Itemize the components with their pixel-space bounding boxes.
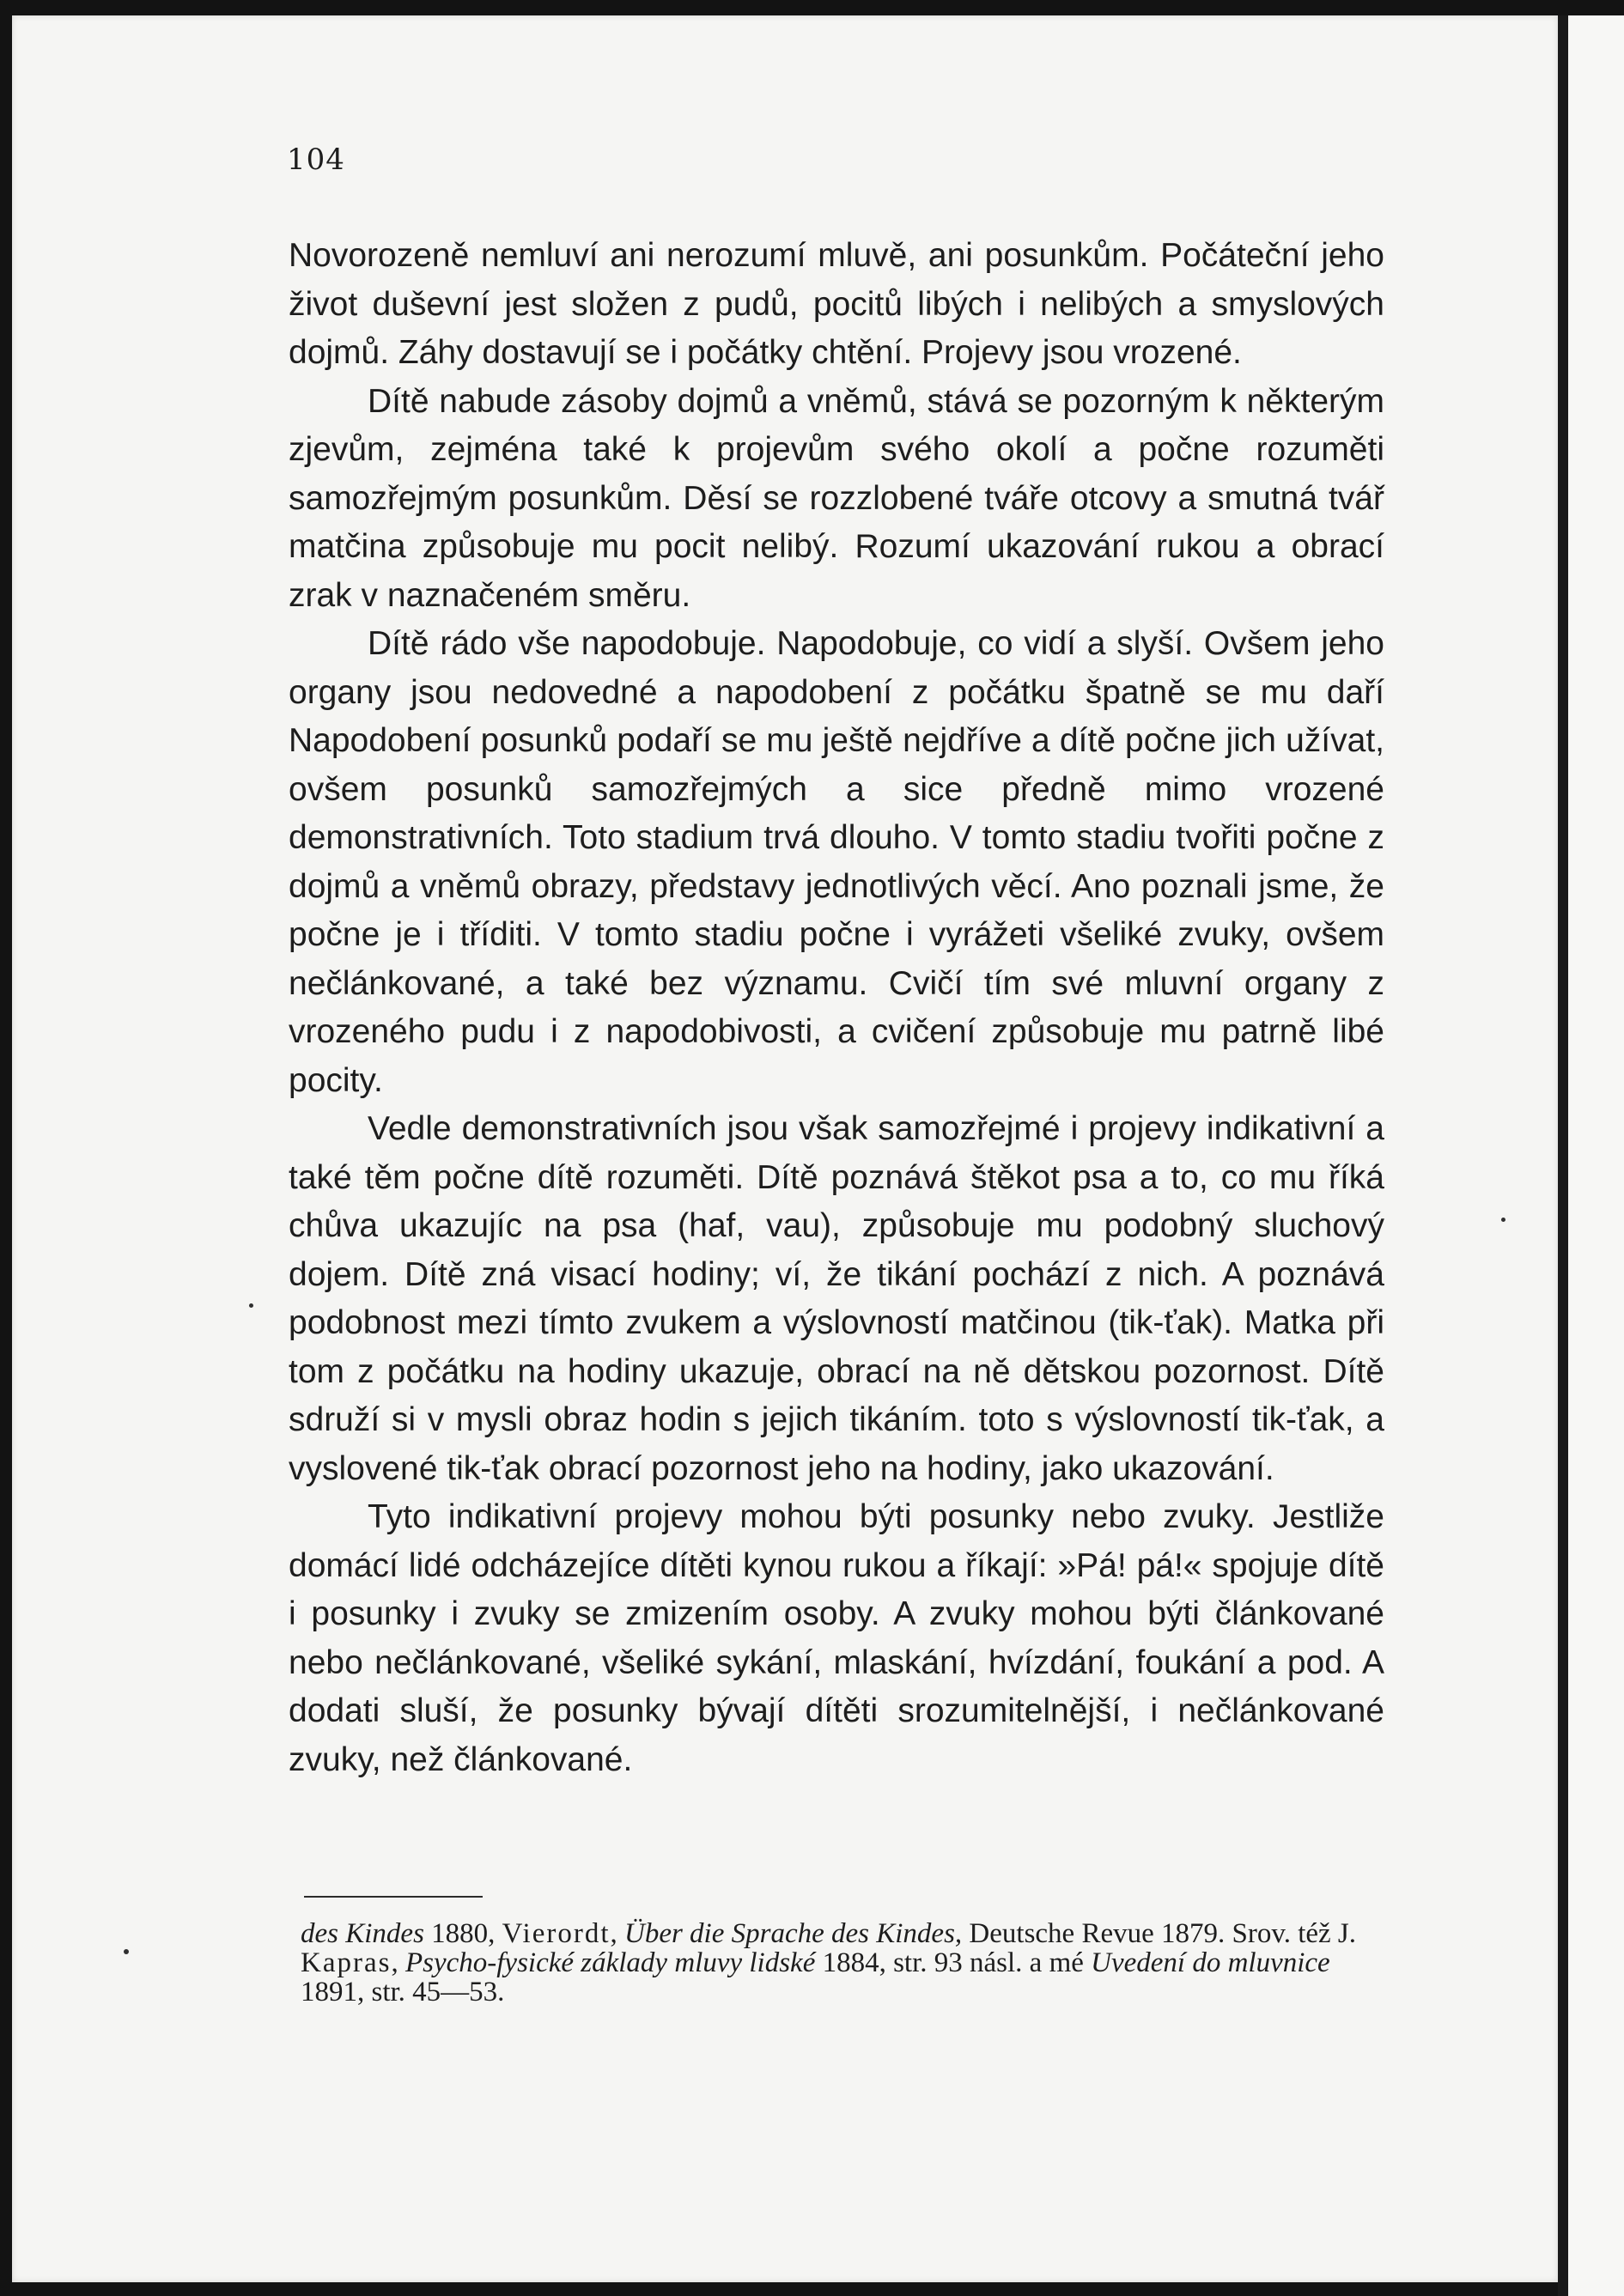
footnote-separator	[304, 1896, 483, 1898]
paragraph: Novorozeně nemluví ani nerozumí mluvě, ani posunkům. Počáteční jeho život duševní jest složen z pudů, pocitů libých i nelibých a smyslových dojmů. Záhy dostavují se i počátky chtění. Projevy jsou vrozené.	[289, 237, 1384, 371]
footnote-author: Kapras	[301, 1947, 392, 1978]
footnote-text: ,	[391, 1947, 405, 1978]
footnote-title: Uvedení do mluvnice	[1091, 1947, 1330, 1978]
book-page	[12, 15, 1558, 2282]
scan-speck	[1501, 1218, 1505, 1222]
paragraph: Tyto indikativní projevy mohou býti posunky nebo zvuky. Jestliže domácí lidé odcházejíce dítěti kynou rukou a říkají: »Pá! pá!« spojuje dítě i posunky i zvuky se zmizením osoby. A zvuky mohou býti článkované nebo nečlánkované, všeliké sykání, mlaskání, hvízdání, foukání a pod. A dodati sluší, že posunky bývají dítěti srozumitelnější, i nečlánkované zvuky, než článkované.	[289, 1498, 1384, 1778]
footnote	[301, 1919, 1390, 2007]
body-text	[289, 232, 1384, 1784]
footnote-title: Über die Sprache des Kindes,	[623, 1918, 963, 1949]
scan-speck	[249, 1303, 253, 1308]
footnote-author: Vierordt	[502, 1918, 611, 1949]
page-number: 104	[287, 143, 345, 177]
paragraph: Vedle demonstrativních jsou však samozřejmé i projevy indikativní a také těm počne dítě rozuměti. Dítě poznává štěkot psa a to, co mu říká chůva ukazujíc na psa (haf, vau), způsobuje mu podobný sluchový dojem. Dítě zná visací hodiny; ví, že tikání pochází z nich. A poznává podobnost mezi tímto zvukem a výslovností matčinou (tik-ťak). Matka při tom z počátku na hodiny ukazuje, obrací na ně dětskou pozornost. Dítě sdruží si v mysli obraz hodin s jejich tikáním. toto s výslovností tik-ťak, a vyslovené tik-ťak obrací pozornost jeho na hodiny, jako ukazování.	[289, 1110, 1384, 1487]
paragraph: Dítě nabude zásoby dojmů a vněmů, stává se pozorným k některým zjevům, zejména také k projevům svého okolí a počne rozuměti samozřejmým posunkům. Děsí se rozzlobené tváře otcovy a smutná tvář matčina způsobuje mu pocit nelibý. Rozumí ukazování rukou a obrací zrak v naznačeném směru.	[289, 382, 1384, 614]
footnote-text: 1880,	[423, 1918, 502, 1949]
paragraph: Dítě rádo vše napodobuje. Napodobuje, co vidí a slyší. Ovšem jeho organy jsou nedovedné a napodobení z počátku špatně se mu daří Napodobení posunků podaří se mu ještě nejdříve a dítě počne jich užívat, ovšem posunků samozřejmých a sice předně mimo vrozené demonstrativních. Toto stadium trvá dlouho. V tomto stadiu tvořiti počne z dojmů a vněmů obrazy, představy jednotlivých věcí. Ano poznali jsme, že počne je i tříditi. V tomto stadiu počne i vyrážeti všeliké zvuky, ovšem nečlánkované, a také bez významu. Cvičí tím své mluvní organy z vrozeného pudu i z napodobivosti, a cvičení způsobuje mu patrně libé pocity.	[289, 625, 1384, 1099]
footnote-title: Psycho-fysické základy mluvy lidské	[404, 1947, 816, 1978]
footnote-text: 1884, str. 93 násl. a mé	[815, 1947, 1092, 1978]
scan-speck	[124, 1949, 129, 1954]
footnote-text: Deutsche Revue 1879. Srov. též J.	[962, 1918, 1357, 1949]
gutter-shadow	[1558, 15, 1568, 2296]
next-page-edge	[1568, 15, 1624, 2296]
footnote-title: des Kindes	[301, 1918, 424, 1949]
footnote-text: ,	[610, 1918, 624, 1949]
footnote-text: 1891, str. 45—53.	[301, 1977, 505, 2007]
